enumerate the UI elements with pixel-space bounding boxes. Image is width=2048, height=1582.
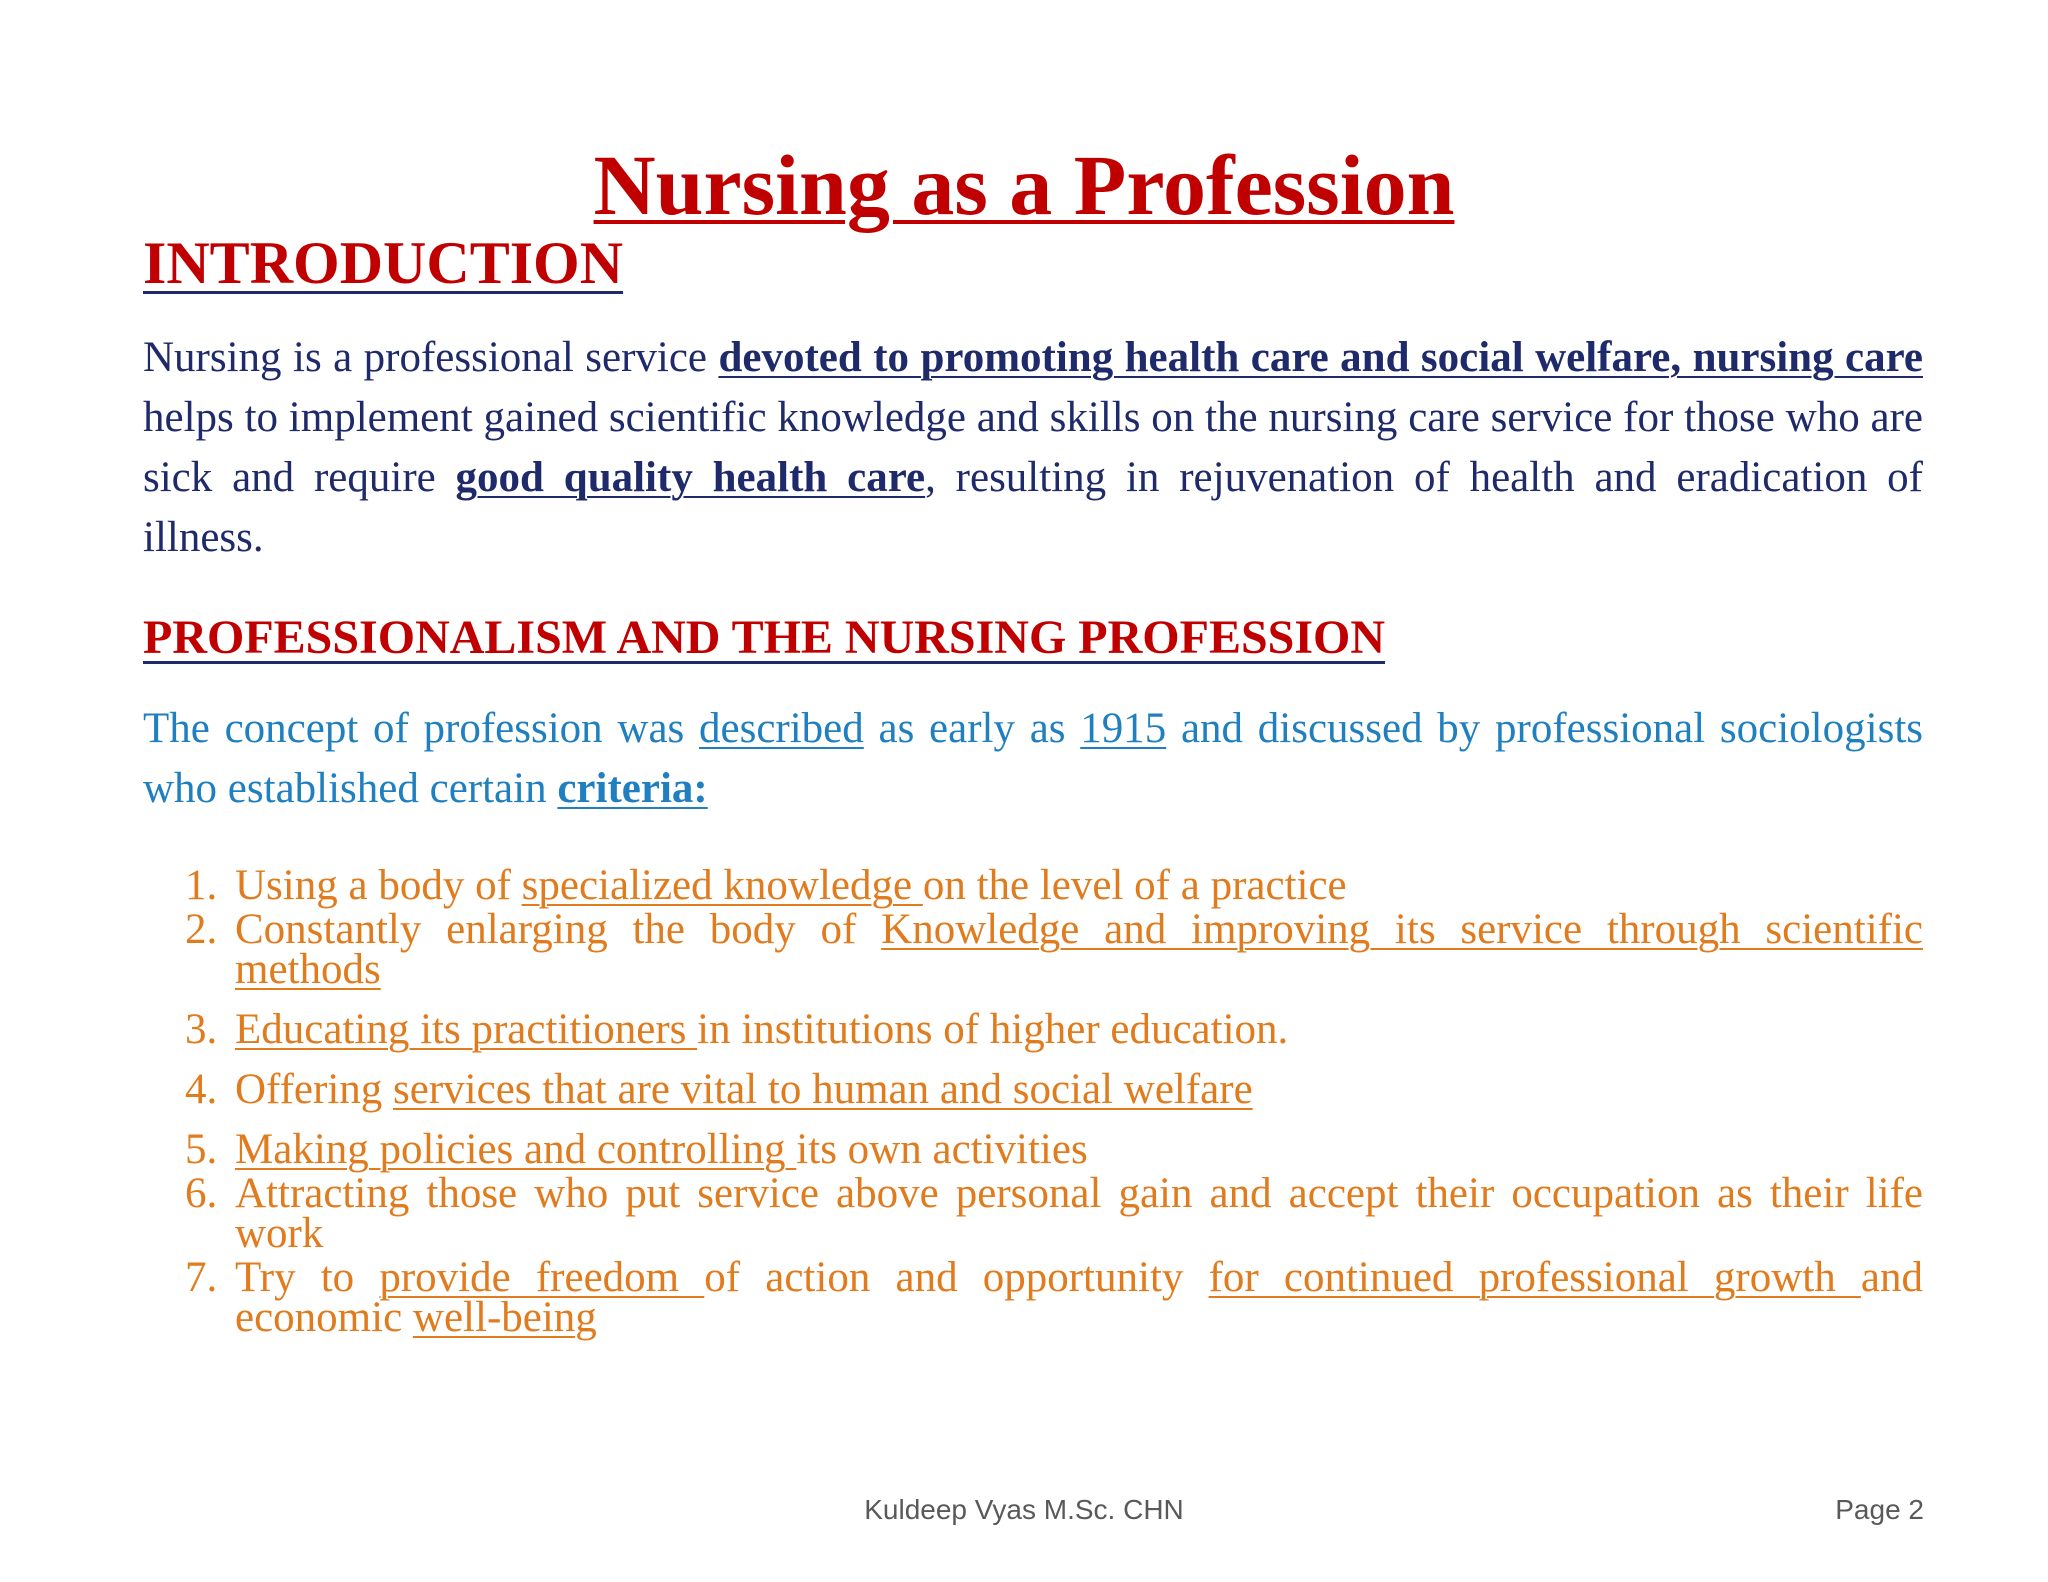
list-item: 1. Using a body of specialized knowledge on the level of a practice [185,862,1347,909]
list-item: 4. Offering services that are vital to human and social welfare [185,1066,1253,1113]
introduction-heading: INTRODUCTION [143,230,624,296]
document-title: Nursing as a Profession [593,137,1455,233]
list-item: 7. Try to provide freedom of action and opportunity for continued professional growth and economic well-being [185,1254,1923,1341]
professionalism-heading: PROFESSIONALISM AND THE NURSING PROFESSION [143,611,1386,664]
footer-page-number: Page 2 [1835,1494,1924,1525]
list-item: 2. Constantly enlarging the body of Knowledge and improving its service through scientific methods [185,906,1923,993]
introduction-paragraph: Nursing is a professional service devoted to promoting health care and social welfare, nursing care helps to implement gained scientific knowledge and skills on the nursing care service for those who are sick and require good quality health care, resulting in rejuvenation of health and eradication of illness. [143,334,1924,561]
emphasis-devoted: devoted to promoting health care and social welfare, nursing care [718,334,1924,381]
concept-paragraph: The concept of profession was described as early as 1915 and discussed by professional sociologists who established certain criteria: [143,705,1923,812]
emphasis-criteria: criteria: [557,765,708,812]
list-item: 5. Making policies and controlling its own activities [185,1126,1088,1173]
list-item: 6. Attracting those who put service above personal gain and accept their occupation as their life work [185,1170,1923,1257]
list-item: 3. Educating its practitioners in institutions of higher education. [185,1006,1289,1053]
footer-author: Kuldeep Vyas M.Sc. CHN [864,1494,1184,1525]
criteria-list [143,862,1923,1341]
link-1915: 1915 [1080,705,1167,752]
link-described: described [699,705,864,752]
emphasis-good-quality: good quality health care [455,454,926,501]
